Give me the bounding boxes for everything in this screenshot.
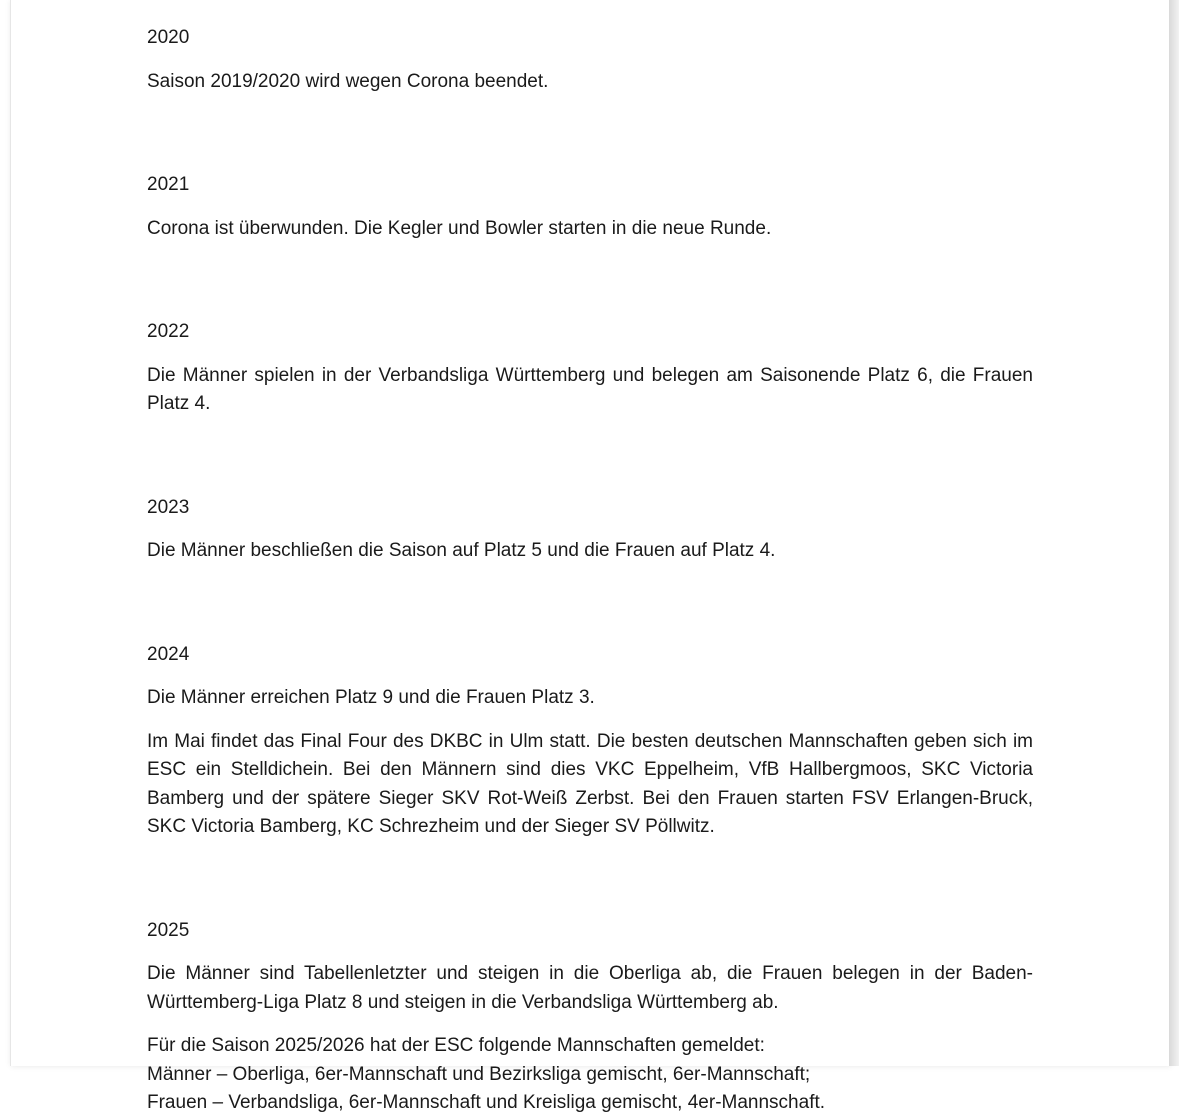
section-year-2021: 2021 — [147, 174, 190, 195]
paragraph: Die Männer spielen in der Verbandsliga Württemberg und belegen am Saisonende Platz 6, die Frauen Platz 4. — [147, 364, 1033, 414]
paragraph: Im Mai findet das Final Four des DKBC in Ulm statt. Die besten deutschen Mannschaften geben sich im ESC ein Stelldichein. Bei den Männern sind dies VKC Eppelheim, VfB Hallbergmoos, SKC Victoria Bamberg und der spätere Sieger SKV Rot-Weiß Zerbst. Bei den Frauen starten FSV Erlangen-Bruck, SKC Victoria Bamberg, KC Schrezheim und der Sieger SV Pöllwitz. — [147, 730, 1033, 837]
paragraph: Saison 2019/2020 wird wegen Corona beendet. — [147, 70, 549, 92]
section-year-2020: 2020 — [147, 27, 190, 48]
document-content — [147, 24, 1033, 1118]
section-year-2023: 2023 — [147, 496, 190, 518]
list-line: Frauen – Verbandsliga, 6er-Mannschaft und Kreisliga gemischt, 4er-Mannschaft. — [147, 1092, 826, 1113]
section-year-2022: 2022 — [147, 321, 190, 342]
paragraph: Die Männer beschließen die Saison auf Platz 5 und die Frauen auf Platz 4. — [147, 540, 776, 561]
paragraph: Die Männer erreichen Platz 9 und die Frauen Platz 3. — [147, 687, 595, 708]
list-line: Für die Saison 2025/2026 hat der ESC folgende Mannschaften gemeldet: — [147, 1035, 765, 1056]
section-year-2024: 2024 — [147, 643, 190, 665]
viewer-edge — [1169, 0, 1179, 1066]
list-line: Männer – Oberliga, 6er-Mannschaft und Bezirksliga gemischt, 6er-Mannschaft; — [147, 1063, 811, 1085]
document-page — [10, 0, 1170, 1113]
section-year-2025: 2025 — [147, 919, 190, 941]
paragraph: Corona ist überwunden. Die Kegler und Bowler starten in die neue Runde. — [147, 217, 772, 239]
team-registration-list — [147, 1032, 1033, 1118]
paragraph: Die Männer sind Tabellenletzter und steigen in die Oberliga ab, die Frauen belegen in der Baden-Württemberg-Liga Platz 8 und steigen in die Verbandsliga Württemberg ab. — [147, 963, 1033, 1013]
